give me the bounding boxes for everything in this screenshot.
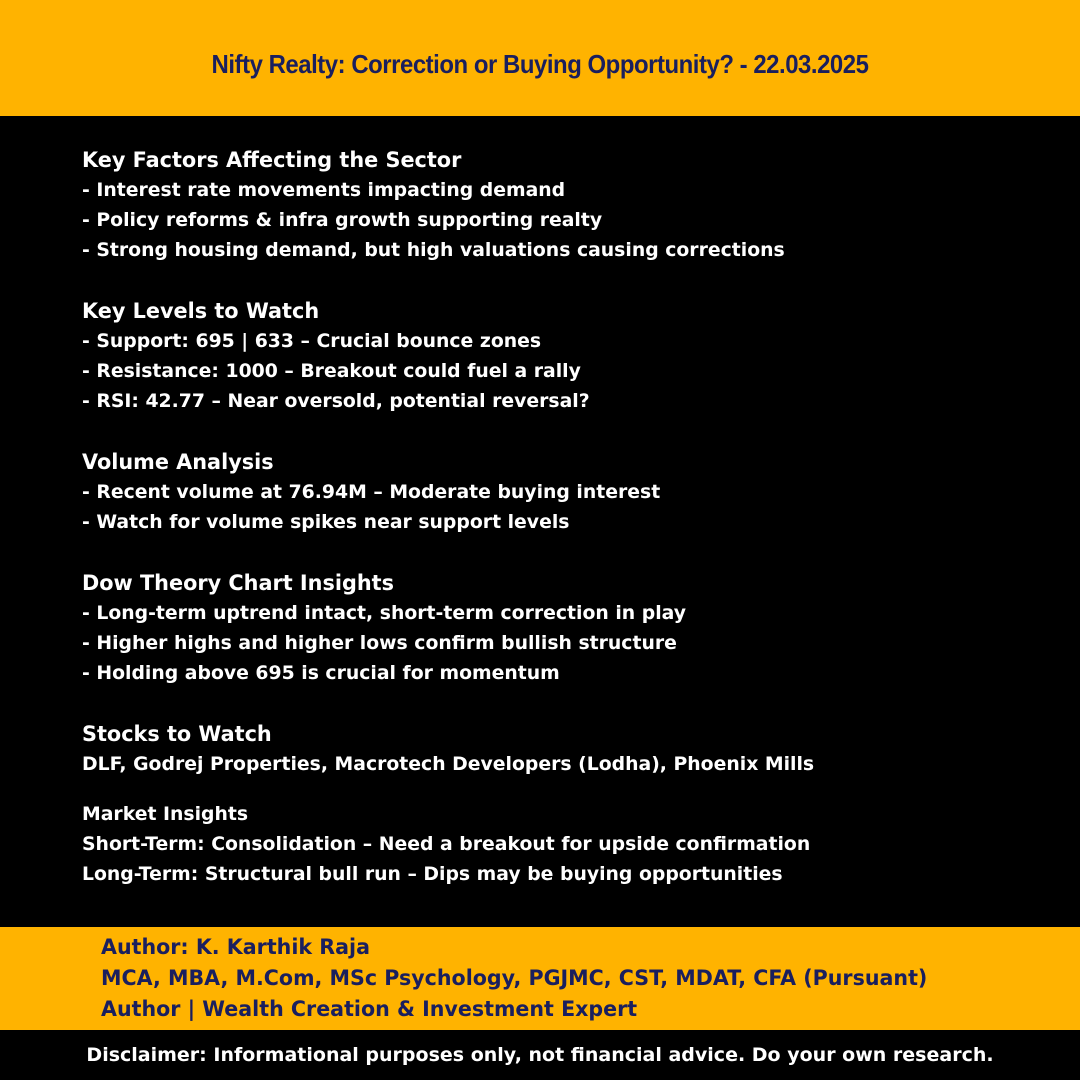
section-stocks <box>82 719 1042 779</box>
insight-line: Long-Term: Structural bull run – Dips may be buying opportunities <box>82 863 783 885</box>
section-volume <box>82 447 1042 537</box>
section-heading: Key Factors Affecting the Sector <box>82 148 462 172</box>
header-banner <box>0 0 1080 116</box>
bullet-line: - Recent volume at 76.94M – Moderate buying interest <box>82 481 661 503</box>
bullet-line: - Strong housing demand, but high valuations causing corrections <box>82 239 785 261</box>
bullet-line: - RSI: 42.77 – Near oversold, potential reversal? <box>82 390 590 412</box>
disclaimer-bar <box>0 1030 1080 1080</box>
section-heading: Key Levels to Watch <box>82 299 320 323</box>
bullet-line: - Higher highs and higher lows confirm bullish structure <box>82 632 677 654</box>
disclaimer-text: Disclaimer: Informational purposes only, not financial advice. Do your own research. <box>86 1044 994 1066</box>
bullet-line: - Holding above 695 is crucial for momentum <box>82 662 560 684</box>
stocks-line: DLF, Godrej Properties, Macrotech Developers (Lodha), Phoenix Mills <box>82 753 815 775</box>
bullet-line: - Policy reforms & infra growth supporting realty <box>82 209 603 231</box>
bullet-line: - Interest rate movements impacting demand <box>82 179 566 201</box>
section-market-insights <box>82 799 1042 889</box>
section-dow-theory <box>82 568 1042 688</box>
author-name: Author: K. Karthik Raja <box>101 935 371 959</box>
main-content <box>82 145 1042 920</box>
author-credentials: MCA, MBA, M.Com, MSc Psychology, PGJMC, CST, MDAT, CFA (Pursuant) <box>101 966 928 990</box>
page-title: Nifty Realty: Correction or Buying Opportunity? - 22.03.2025 <box>211 48 869 79</box>
section-key-levels <box>82 296 1042 416</box>
section-heading: Market Insights <box>82 803 249 825</box>
bullet-line: - Watch for volume spikes near support levels <box>82 511 570 533</box>
author-role: Author | Wealth Creation & Investment Expert <box>101 997 638 1021</box>
section-key-factors <box>82 145 1042 265</box>
section-heading: Volume Analysis <box>82 450 274 474</box>
author-bar <box>0 927 1080 1030</box>
bullet-line: - Support: 695 | 633 – Crucial bounce zones <box>82 330 542 352</box>
bullet-line: - Long-term uptrend intact, short-term correction in play <box>82 602 687 624</box>
insight-line: Short-Term: Consolidation – Need a breakout for upside confirmation <box>82 833 811 855</box>
section-heading: Stocks to Watch <box>82 722 272 746</box>
section-heading: Dow Theory Chart Insights <box>82 571 394 595</box>
bullet-line: - Resistance: 1000 – Breakout could fuel a rally <box>82 360 581 382</box>
